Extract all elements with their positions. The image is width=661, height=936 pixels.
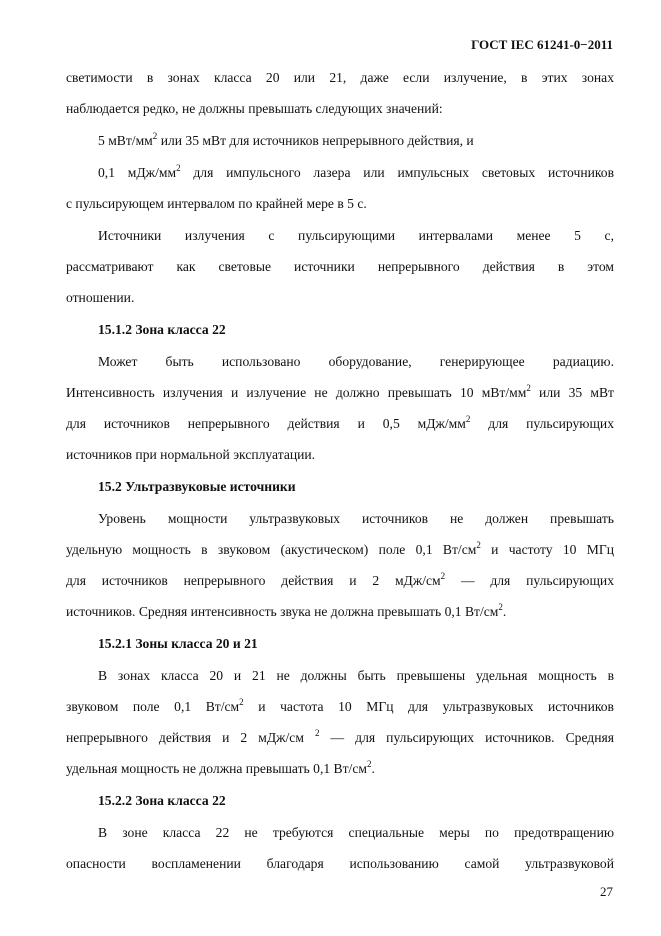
paragraph: [66, 125, 614, 156]
superscript: 2: [152, 131, 158, 141]
text-line: рассматривают как световые источники непрерывного действия в этом: [66, 259, 614, 274]
text-segment: и частота 10 МГц для ультразвуковых источников: [243, 699, 614, 714]
text-line: [66, 408, 614, 439]
superscript: 2: [366, 759, 372, 769]
text-segment: для импульсного лазера или импульсных световых источников: [180, 165, 615, 180]
text-segment: .: [502, 604, 507, 619]
text-segment: для источников непрерывного действия и 0,5 мДж/мм: [66, 416, 466, 431]
text-line: [66, 565, 614, 596]
text-segment: 5 мВт/мм: [98, 133, 153, 148]
section-heading: 15.1.2 Зона класса 22: [98, 322, 226, 337]
text-line: светимости в зонах класса 20 или 21, даже если излучение, в этих зонах: [66, 70, 614, 85]
text-segment: .: [371, 761, 375, 776]
superscript: 2: [476, 540, 481, 550]
text-segment: или 35 мВт для источников непрерывного действия, и: [157, 133, 474, 148]
document-header: ГОСТ IEC 61241-0−2011: [471, 37, 613, 52]
text-segment: 0,1 мДж/мм: [98, 165, 177, 180]
text-line: с пульсирующем интервалом по крайней мере в 5 с.: [66, 196, 367, 211]
text-segment: — для пульсирующих источников. Средняя: [319, 730, 614, 745]
section-heading: 15.2 Ультразвуковые источники: [98, 479, 296, 494]
text-line: Источники излучения с пульсирующими интервалами менее 5 с,: [98, 228, 614, 243]
text-line: [66, 691, 614, 722]
text-segment: для пульсирующих: [470, 416, 615, 431]
section-heading: 15.2.1 Зоны класса 20 и 21: [98, 636, 258, 651]
page-number: 27: [600, 884, 613, 899]
text-segment: удельная мощность не должна превышать 0,1 Вт/см: [66, 761, 367, 776]
paragraph: [66, 157, 614, 219]
text-line: опасности воспламенении благодаря использованию самой ультразвуковой: [66, 856, 614, 871]
text-line: [66, 125, 614, 156]
text-line: [66, 157, 614, 188]
superscript: 2: [526, 383, 531, 393]
text-segment: или 35 мВт: [530, 385, 614, 400]
text-line: [66, 377, 614, 408]
text-line: [66, 722, 614, 753]
text-line: [66, 596, 614, 627]
text-segment: источников. Средняя интенсивность звука не должна превышать 0,1 Вт/см: [66, 604, 499, 619]
superscript: 2: [465, 414, 471, 424]
text-segment: для источников непрерывного действия и 2 мДж/см: [66, 573, 441, 588]
superscript: 2: [440, 571, 446, 581]
text-line: Уровень мощности ультразвуковых источников не должен превышать: [98, 511, 614, 526]
paragraph: [66, 503, 614, 627]
superscript: 2: [498, 602, 503, 612]
paragraph: [66, 220, 614, 313]
paragraph: [66, 346, 614, 470]
section-heading: 15.2.2 Зона класса 22: [98, 793, 226, 808]
text-segment: непрерывного действия и 2 мДж/см: [66, 730, 315, 745]
text-line: источников при нормальной эксплуатации.: [66, 447, 316, 462]
text-segment: и частоту 10 МГц: [480, 542, 614, 557]
superscript: 2: [315, 728, 320, 738]
text-line: В зонах класса 20 и 21 не должны быть превышены удельная мощность в: [98, 668, 614, 683]
text-segment: Интенсивность излучения и излучение не должно превышать 10 мВт/мм: [66, 385, 527, 400]
paragraph: [66, 817, 614, 879]
text-segment: звуковом поле 0,1 Вт/см: [66, 699, 240, 714]
superscript: 2: [239, 697, 244, 707]
paragraph: [66, 62, 614, 124]
text-line: наблюдается редко, не должны превышать следующих значений:: [66, 101, 443, 116]
text-line: В зоне класса 22 не требуются специальные меры по предотвращению: [98, 825, 614, 840]
text-segment: — для пульсирующих: [445, 573, 615, 588]
text-line: Может быть использовано оборудование, генерирующее радиацию.: [98, 354, 614, 369]
paragraph: [66, 660, 614, 784]
text-line: [66, 534, 614, 565]
text-line: [66, 753, 614, 784]
text-segment: удельную мощность в звуковом (акустическом) поле 0,1 Вт/см: [66, 542, 477, 557]
superscript: 2: [176, 163, 181, 173]
text-line: отношении.: [66, 290, 135, 305]
page-body: [66, 62, 614, 879]
